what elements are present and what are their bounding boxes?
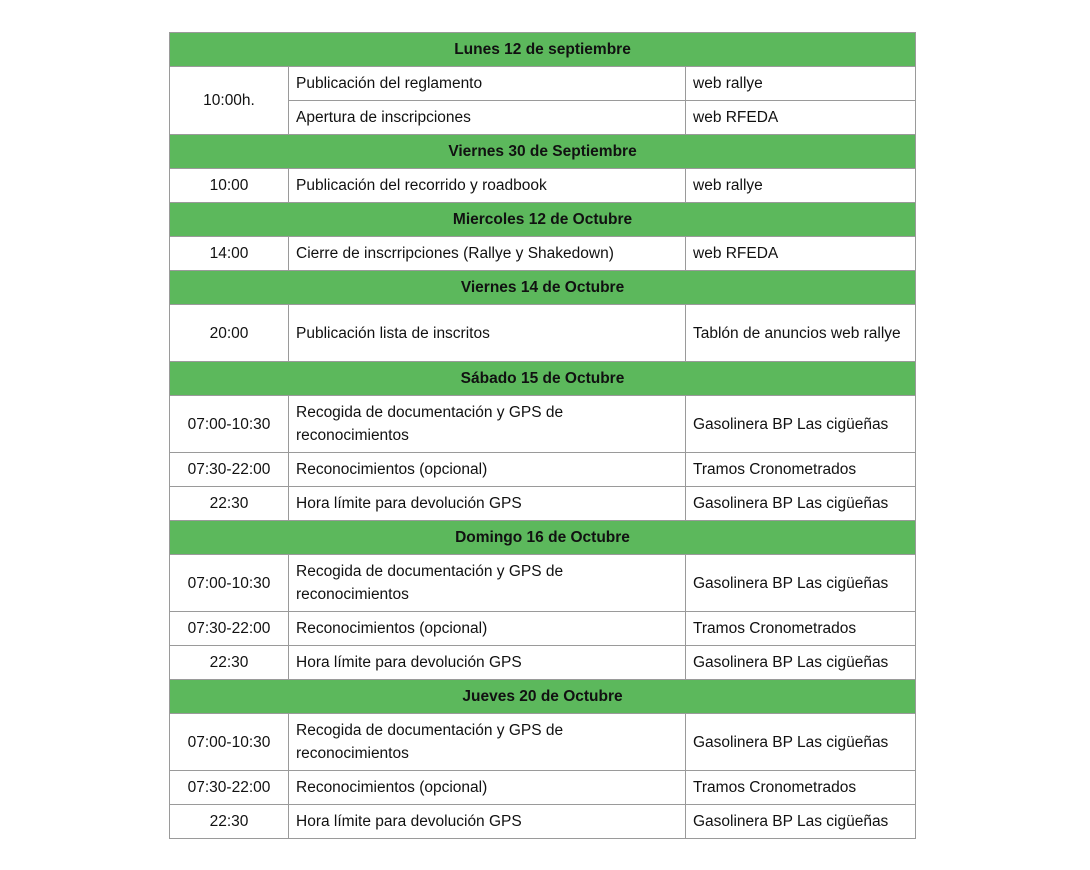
activity-cell: Recogida de documentación y GPS de reconocimientos (289, 555, 686, 612)
activity-cell: Hora límite para devolución GPS (289, 487, 686, 521)
section-header (170, 521, 916, 555)
time-cell: 10:00h. (170, 67, 289, 135)
activity-cell: Reconocimientos (opcional) (289, 453, 686, 487)
table-row (170, 612, 916, 646)
section-day: Miercoles 12 de Octubre (170, 203, 916, 237)
place-cell: Tramos Cronometrados (686, 771, 916, 805)
table-row (170, 714, 916, 771)
section-day: Lunes 12 de septiembre (170, 33, 916, 67)
place-cell: web rallye (686, 67, 916, 101)
table-row (170, 555, 916, 612)
activity-cell: Hora límite para devolución GPS (289, 646, 686, 680)
activity-cell: Cierre de inscrripciones (Rallye y Shakedown) (289, 237, 686, 271)
place-cell: Gasolinera BP Las cigüeñas (686, 396, 916, 453)
section-day: Viernes 30 de Septiembre (170, 135, 916, 169)
place-cell: Gasolinera BP Las cigüeñas (686, 487, 916, 521)
table-row (170, 805, 916, 839)
time-cell: 07:30-22:00 (170, 771, 289, 805)
activity-cell: Publicación del reglamento (289, 67, 686, 101)
place-cell: Gasolinera BP Las cigüeñas (686, 555, 916, 612)
time-cell: 20:00 (170, 305, 289, 362)
section-header (170, 271, 916, 305)
section-day: Viernes 14 de Octubre (170, 271, 916, 305)
time-cell: 22:30 (170, 646, 289, 680)
time-cell: 07:00-10:30 (170, 555, 289, 612)
section-header (170, 135, 916, 169)
place-cell: Gasolinera BP Las cigüeñas (686, 805, 916, 839)
table-row (170, 237, 916, 271)
section-day: Domingo 16 de Octubre (170, 521, 916, 555)
schedule-table (169, 32, 916, 839)
table-row (170, 771, 916, 805)
table-row (170, 305, 916, 362)
time-cell: 07:00-10:30 (170, 396, 289, 453)
section-header (170, 33, 916, 67)
time-cell: 07:30-22:00 (170, 453, 289, 487)
table-row (170, 646, 916, 680)
activity-cell: Hora límite para devolución GPS (289, 805, 686, 839)
place-cell: Gasolinera BP Las cigüeñas (686, 646, 916, 680)
time-cell: 14:00 (170, 237, 289, 271)
section-header (170, 362, 916, 396)
activity-cell: Recogida de documentación y GPS de reconocimientos (289, 714, 686, 771)
time-cell: 07:00-10:30 (170, 714, 289, 771)
place-cell: Tramos Cronometrados (686, 453, 916, 487)
activity-cell: Recogida de documentación y GPS de reconocimientos (289, 396, 686, 453)
place-cell: Tramos Cronometrados (686, 612, 916, 646)
table-row (170, 396, 916, 453)
place-cell: Gasolinera BP Las cigüeñas (686, 714, 916, 771)
table-row (170, 453, 916, 487)
time-cell: 10:00 (170, 169, 289, 203)
table-row (170, 67, 916, 101)
place-cell: Tablón de anuncios web rallye (686, 305, 916, 362)
activity-cell: Apertura de inscripciones (289, 101, 686, 135)
section-header (170, 203, 916, 237)
time-cell: 07:30-22:00 (170, 612, 289, 646)
place-cell: web RFEDA (686, 237, 916, 271)
section-day: Jueves 20 de Octubre (170, 680, 916, 714)
table-row (170, 487, 916, 521)
time-cell: 22:30 (170, 487, 289, 521)
time-cell: 22:30 (170, 805, 289, 839)
activity-cell: Reconocimientos (opcional) (289, 771, 686, 805)
table-row (170, 169, 916, 203)
section-day: Sábado 15 de Octubre (170, 362, 916, 396)
place-cell: web RFEDA (686, 101, 916, 135)
section-header (170, 680, 916, 714)
place-cell: web rallye (686, 169, 916, 203)
activity-cell: Reconocimientos (opcional) (289, 612, 686, 646)
activity-cell: Publicación lista de inscritos (289, 305, 686, 362)
activity-cell: Publicación del recorrido y roadbook (289, 169, 686, 203)
